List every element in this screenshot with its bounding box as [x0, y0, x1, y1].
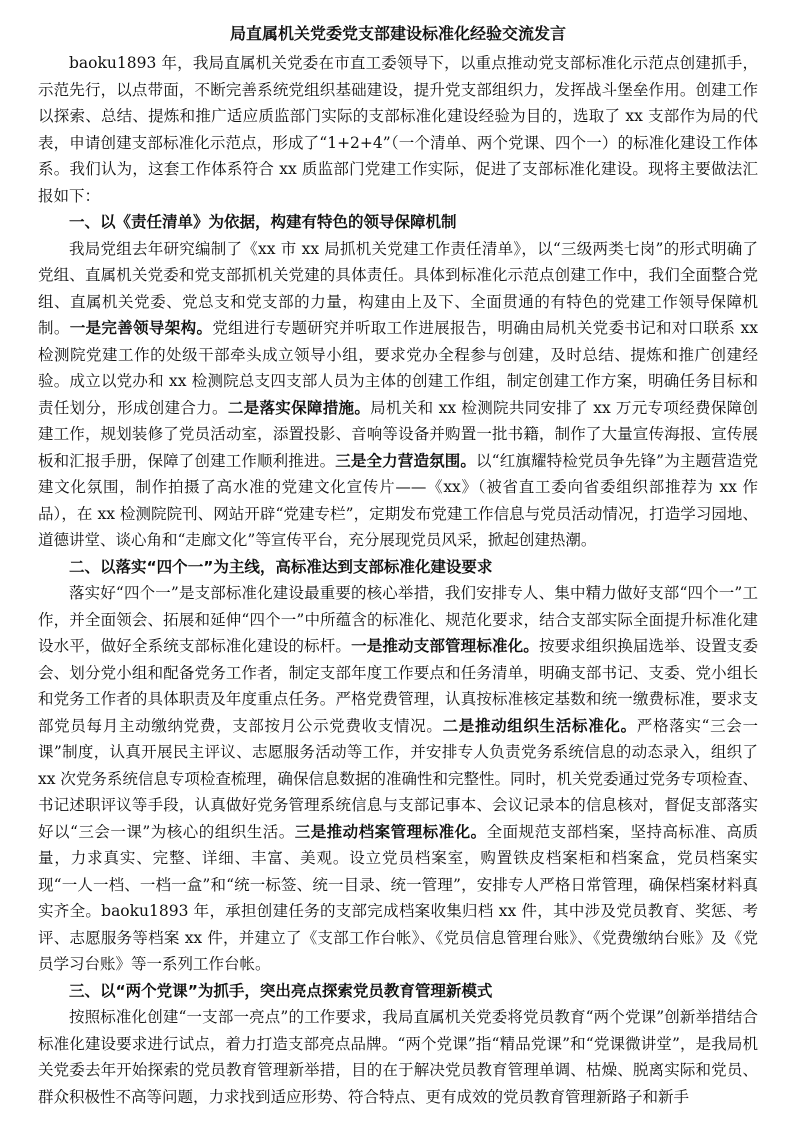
section-2-heading: 二、以落实“四个一”为主线，高标准达到支部标准化建设要求: [69, 557, 493, 576]
section-1-text-1: 我局党组去年研究编制了《xx 市 xx 局抓机关党建工作责任清单》，以“三级两类七岗”的形式明确了党组、直属机关党委和党支部抓机关党建的具体责任。具体到标准化示范点创建工作中，我们全面整合党组、直属机关党委、党总支和党支部的力量，构建由上及下、全面贯通的有特色的党建工作领导保障机制。: [38, 239, 758, 337]
section-2-bold-3: 三是推动档案管理标准化。: [294, 822, 487, 841]
document-title: 局直属机关党委党支部建设标准化经验交流发言: [229, 24, 566, 43]
section-1-bold-2: 二是落实保障措施。: [227, 398, 371, 417]
section-1-paragraph: [38, 236, 758, 554]
section-2-bold-1: 一是推动支部管理标准化。: [351, 637, 539, 655]
section-1-bold-1: 一是完善领导架构。: [69, 319, 213, 337]
section-1-heading: 一、以《责任清单》为依据，构建有特色的领导保障机制: [69, 213, 457, 231]
section-3-heading: 三、以“两个党课”为抓手，突出亮点探索党员教育管理新模式: [69, 981, 493, 1000]
section-2-text-2: 按要求组织换届选举、设置支委会、划分党小组和配备党务工作者，制定支部年度工作要点和任务清单，明确支部书记、支委、党小组长和党务工作者的具体职责及年度重点任务。严格党费管理，认真按标准核定基数和统一缴费标准，要求支部党员每月主动缴纳党费，支部按月公示党费收支情况。: [38, 637, 758, 735]
section-2-text-4: 全面规范支部档案，坚持高标准、高质量，力求真实、完整、详细、丰富、美观。设立党员档案室，购置铁皮档案柜和档案盒，党员档案实现“一人一档、一档一盒”和“统一标签、统一目录、统一管理”，安排专人严格日常管理，确保档案材料真实齐全。baoku1893 年，承担创建任务的支部完成档案收集归档 xx 件，其中涉及党员教育、奖惩、考评、志愿服务等档案 xx 件，并建立了《支部工作台帐》、《党员信息管理台账》、《党费缴纳台账》及《党员学习台账》等一系列工作台帐。: [38, 822, 758, 973]
section-1-bold-3: 三是全力营造氛围。: [335, 451, 477, 470]
intro-paragraph: baoku1893 年，我局直属机关党委在市直工委领导下，以重点推动党支部标准化示范点创建抓手，示范先行，以点带面，不断完善系统党组织基础建设，提升党支部组织力，发挥战斗堡垒作用。创建工作以探索、总结、提炼和推广适应质监部门实际的支部标准化建设经验为目的，选取了 xx 支部作为局的代表，申请创建支部标准化示范点，形成了“1+2+4”（一个清单、两个党课、四个一）的标准化建设工作体系。我们认为，这套工作体系符合 xx 质监部门党建工作实际，促进了支部标准化建设。现将主要做法汇报如下：: [38, 54, 758, 205]
section-1-text-4: 以“红旗耀特检党员争先锋”为主题营造党建文化氛围，制作拍摄了高水准的党建文化宣传片——《xx》（被省直工委向省委组织部推荐为 xx 作品），在 xx 检测院院刊、网站开辟“党建专栏”，定期发布党建工作信息与党员活动情况，打造学习园地、道德讲堂、谈心角和“走廊文化”等宣传平台，充分展现党员风采，掀起创建热潮。: [38, 451, 758, 549]
section-2-paragraph: [38, 580, 758, 978]
section-2-text-1: 落实好“四个一”是支部标准化建设最重要的核心举措，我们安排专人、集中精力做好支部“四个一”工作，并全面领会、拓展和延伸“四个一”中所蕴含的标准化、规范化要求，结合支部实际全面提升标准化建设水平，做好全系统支部标准化建设的标杆。: [38, 584, 758, 655]
section-3-paragraph: 按照标准化创建“一支部一亮点”的工作要求，我局直属机关党委将党员教育“两个党课”创新举措结合标准化建设要求进行试点，着力打造支部亮点品牌。“两个党课”指“精品党课”和“党课微讲堂”，是我局机关党委去年开始探索的党员教育管理新举措，目的在于解决党员教育管理单调、枯燥、脱离实际和党员、群众积极性不高等问题，力求找到适应形势、符合特点、更有成效的党员教育管理新路子和新手: [38, 1008, 758, 1106]
section-1-text-3: 局机关和 xx 检测院共同安排了 xx 万元专项经费保障创建工作，规划装修了党员活动室，添置投影、音响等设备并购置一批书籍，制作了大量宣传海报、宣传展板和汇报手册，保障了创建工作顺利推进。: [38, 398, 758, 470]
document-page: [38, 22, 758, 1110]
section-2-bold-2: 二是推动组织生活标准化。: [442, 716, 637, 735]
section-1-text-2: 党组进行专题研究并听取工作进展报告，明确由局机关党委书记和对口联系 xx 检测院党建工作的处级干部牵头成立领导小组，要求党办全程参与创建，及时总结、提炼和推广创建经验。成立以党办和 xx 检测院总支四支部人员为主体的创建工作组，制定创建工作方案，明确任务目标和责任划分，形成创建合力。: [38, 319, 758, 417]
section-2-text-3: 严格落实“三会一课”制度，认真开展民主评议、志愿服务活动等工作，并安排专人负责党务系统信息的动态录入，组织了 xx 次党务系统信息专项检查梳理，确保信息数据的准确性和完整性。同时，机关党委通过党务专项检查、书记述职评议等手段，认真做好党务管理系统信息与支部记事本、会议记录本的信息核对，督促支部落实好以“三会一课”为核心的组织生活。: [38, 716, 758, 841]
